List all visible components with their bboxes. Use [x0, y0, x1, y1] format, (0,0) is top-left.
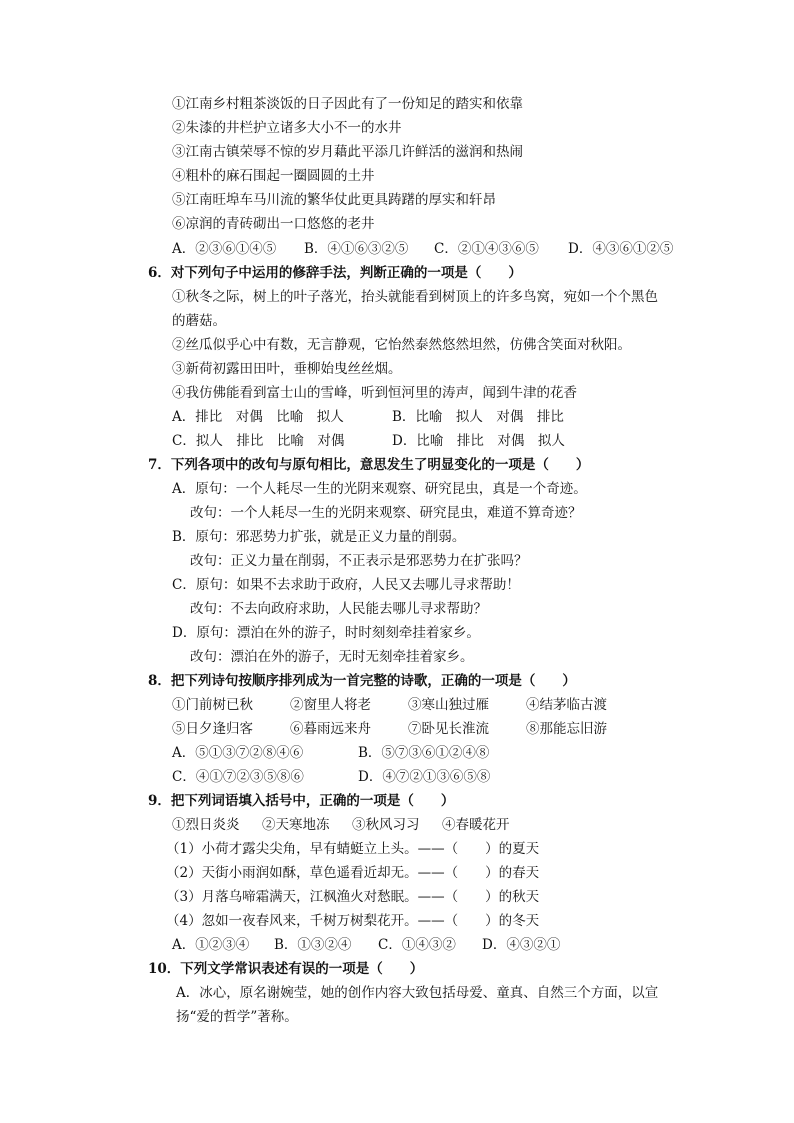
q8-item-4: ④结茅临古渡	[526, 697, 607, 713]
q9-word-2: ②天寒地冻	[262, 817, 330, 833]
q8-option-b: B．⑤⑦③⑥①②④⑧	[358, 745, 490, 761]
q7-stem: 7．下列各项中的改句与原句相比，意思发生了明显变化的一项是（ ）	[148, 457, 590, 473]
q7-c-revised: 改句：不去向政府求助，人民能去哪儿寻求帮助？	[190, 601, 487, 617]
q10-stem: 10．下列文学常识表述有误的一项是（ ）	[148, 961, 424, 977]
q5-option-d: D．④③⑥①②⑤	[568, 241, 674, 257]
q8-stem: 8．把下列诗句按顺序排列成为一首完整的诗歌，正确的一项是（ ）	[148, 673, 576, 689]
q7-b-revised: 改句：正义力量在削弱，不正表示是邪恶势力在扩张吗？	[190, 553, 528, 569]
q5-option-c: C．②①④③⑥⑤	[434, 241, 539, 257]
q5-item-4: ④粗朴的麻石围起一圈圆圆的土井	[172, 168, 375, 184]
q6-option-d: D．比喻 排比 对偶 拟人	[392, 433, 565, 449]
q8-option-c: C．④①⑦②③⑤⑧⑥	[172, 769, 304, 785]
q5-item-6: ⑥凉润的青砖砌出一口悠悠的老井	[172, 216, 375, 232]
q9-line-3: （3）月落乌啼霜满天，江枫渔火对愁眠。——（ ）的秋天	[166, 889, 540, 905]
q9-word-4: ④春暖花开	[442, 817, 510, 833]
q10-option-a-line-1: A．冰心，原名谢婉莹，她的创作内容大致包括母爱、童真、自然三个方面，以宣	[176, 985, 659, 1001]
q8-item-8: ⑧那能忘旧游	[526, 721, 607, 737]
q9-option-c: C．①④③②	[378, 937, 456, 953]
q9-option-d: D．④③②①	[482, 937, 561, 953]
q8-option-d: D．④⑦②①③⑥⑤⑧	[358, 769, 491, 785]
q5-item-1: ①江南乡村粗茶淡饭的日子因此有了一份知足的踏实和依靠	[172, 96, 523, 112]
q6-sentence-4: ④我仿佛能看到富士山的雪峰，听到恒河里的涛声，闻到牛津的花香	[172, 385, 577, 401]
q6-option-b: B．比喻 拟人 对偶 排比	[392, 409, 564, 425]
q5-option-a: A．②③⑥①④⑤	[172, 241, 277, 257]
q5-item-5: ⑤江南旺埠车马川流的繁华仗此更具踌躇的厚实和轩昂	[172, 192, 496, 208]
q9-word-1: ①烈日炎炎	[172, 817, 240, 833]
q7-d-original: D．原句：漂泊在外的游子，时时刻刻牵挂着家乡。	[172, 625, 480, 641]
q8-option-a: A．⑤①③⑦②⑧④⑥	[172, 745, 304, 761]
q9-option-b: B．①③②④	[274, 937, 352, 953]
q8-item-7: ⑦卧见长淮流	[408, 721, 489, 737]
q9-word-3: ③秋风习习	[352, 817, 420, 833]
q5-item-2: ②朱漆的井栏护立诸多大小不一的水井	[172, 120, 402, 136]
q8-item-2: ②窗里人将老	[290, 697, 371, 713]
q6-sentence-1a: ①秋冬之际，树上的叶子落光，抬头就能看到树顶上的许多鸟窝，宛如一个个黑色	[172, 289, 658, 305]
q7-c-original: C．原句：如果不去求助于政府，人民又去哪儿寻求帮助！	[172, 577, 520, 593]
q9-line-4: （4）忽如一夜春风来，千树万树梨花开。——（ ）的冬天	[166, 913, 540, 929]
q6-sentence-2: ②丝瓜似乎心中有数，无言静观，它怡然泰然悠然坦然，仿佛含笑面对秋阳。	[172, 337, 631, 353]
q5-option-b: B．④①⑥③②⑤	[304, 241, 409, 257]
q8-item-3: ③寒山独过雁	[408, 697, 489, 713]
q6-option-a: A．排比 对偶 比喻 拟人	[172, 409, 344, 425]
q6-option-c: C．拟人 排比 比喻 对偶	[172, 433, 345, 449]
q6-sentence-1b: 的蘑菇。	[172, 313, 226, 329]
q7-d-revised: 改句：漂泊在外的游子，无时无刻牵挂着家乡。	[190, 649, 474, 665]
q9-line-2: （2）天街小雨润如酥，草色遥看近却无。——（ ）的春天	[166, 865, 540, 881]
q8-item-5: ⑤日夕逢归客	[172, 721, 253, 737]
q7-a-revised: 改句：一个人耗尽一生的光阴来观察、研究昆虫，难道不算奇迹？	[190, 505, 582, 521]
q7-b-original: B．原句：邪恶势力扩张，就是正义力量的削弱。	[172, 529, 466, 545]
q9-line-1: （1）小荷才露尖尖角，早有蜻蜓立上头。——（ ）的夏天	[166, 841, 540, 857]
q7-a-original: A．原句：一个人耗尽一生的光阴来观察、研究昆虫，真是一个奇迹。	[172, 481, 587, 497]
q9-stem: 9．把下列词语填入括号中，正确的一项是（ ）	[148, 793, 455, 809]
q6-stem: 6．对下列句子中运用的修辞手法，判断正确的一项是（ ）	[148, 265, 522, 281]
q8-item-1: ①门前树已秋	[172, 697, 253, 713]
q6-sentence-3: ③新荷初露田田叶，垂柳始曳丝丝烟。	[172, 361, 402, 377]
q9-option-a: A．①②③④	[172, 937, 250, 953]
q8-item-6: ⑥暮雨远来舟	[290, 721, 371, 737]
q10-option-a-line-2: 扬“爱的哲学”著称。	[176, 1009, 298, 1025]
q5-item-3: ③江南古镇荣辱不惊的岁月藉此平添几许鲜活的滋润和热闹	[172, 144, 523, 160]
